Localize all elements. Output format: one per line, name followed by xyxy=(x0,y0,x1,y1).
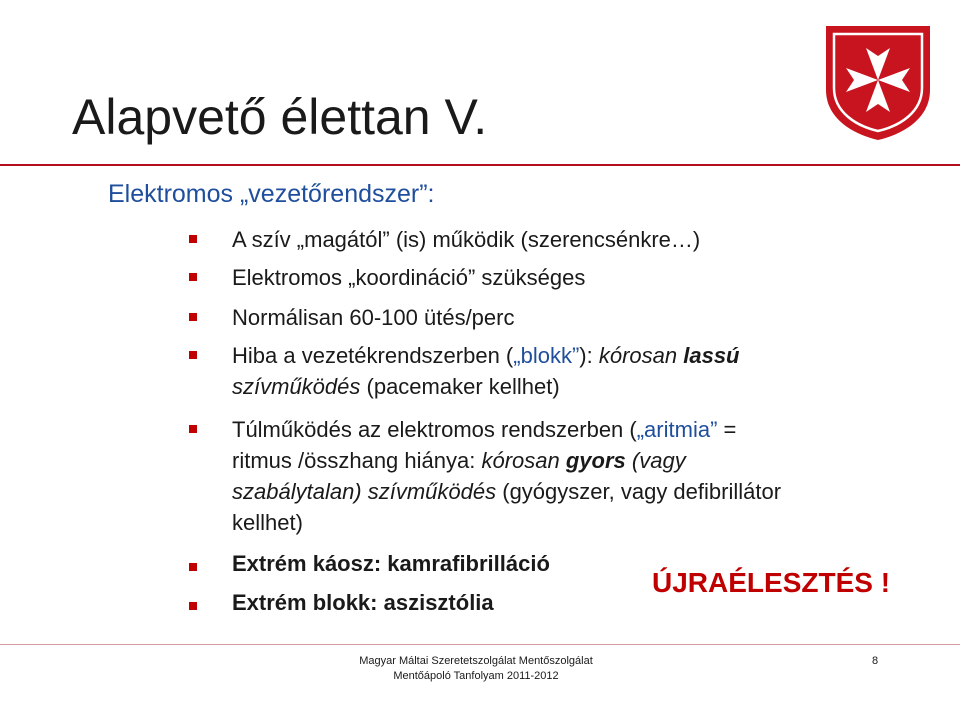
page-title: Alapvető élettan V. xyxy=(72,89,488,145)
footer xyxy=(326,654,626,684)
emphasis-text: lassú xyxy=(683,343,740,368)
footer-course: Mentőápoló Tanfolyam 2011-2012 xyxy=(393,670,559,682)
list-item-text: Túlműködés az elektromos rendszerben ( xyxy=(232,417,637,442)
list-item-text: A szív „magától” (is) működik (szerencsénkre…) xyxy=(232,227,701,252)
list-item-text: Extrém káosz: kamrafibrilláció xyxy=(232,551,550,576)
square-bullet-icon xyxy=(189,313,197,321)
footer-organization: Magyar Máltai Szeretetszolgálat Mentőszolgálat xyxy=(359,655,593,667)
list-item-text: (gyógyszer, vagy defibrillátor xyxy=(496,479,782,504)
list-item xyxy=(232,224,700,255)
list-item-text: szívműködés xyxy=(232,374,361,399)
list-item-text: Normálisan 60-100 ütés/perc xyxy=(232,305,515,330)
list-item-text: ): xyxy=(579,343,599,368)
list-item-text: Extrém blokk: aszisztólia xyxy=(232,590,494,615)
list-item xyxy=(232,340,740,402)
emphasis-text: gyors xyxy=(565,448,626,473)
square-bullet-icon xyxy=(189,563,197,571)
square-bullet-icon xyxy=(189,351,197,359)
square-bullet-icon xyxy=(189,235,197,243)
list-item-text: szabálytalan) szívműködés xyxy=(232,479,497,504)
square-bullet-icon xyxy=(189,602,197,610)
maltese-cross-shield-icon xyxy=(822,22,934,142)
list-item-text: kellhet) xyxy=(232,510,303,535)
list-item-text: kórosan xyxy=(481,448,566,473)
list-item-text: (vagy xyxy=(625,448,686,473)
section-heading: Elektromos „vezetőrendszer”: xyxy=(108,180,435,208)
resuscitation-callout: ÚJRAÉLESZTÉS ! xyxy=(652,567,891,598)
list-item-text: (pacemaker kellhet) xyxy=(360,374,560,399)
footer-divider xyxy=(0,644,960,645)
list-item xyxy=(232,262,585,293)
square-bullet-icon xyxy=(189,425,197,433)
list-item-text: Hiba a vezetékrendszerben ( xyxy=(232,343,514,368)
list-item-text: ritmus /összhang hiánya: xyxy=(232,448,482,473)
list-item xyxy=(232,302,514,333)
list-item xyxy=(232,548,550,579)
list-item xyxy=(232,414,781,538)
term-aritmia: „aritmia” xyxy=(636,417,718,442)
page-number: 8 xyxy=(872,655,879,667)
list-item-text: Elektromos „koordináció” szükséges xyxy=(232,265,586,290)
term-blokk: „blokk” xyxy=(513,343,580,368)
title-divider xyxy=(0,164,960,166)
square-bullet-icon xyxy=(189,273,197,281)
list-item-text: = xyxy=(717,417,737,442)
list-item xyxy=(232,587,494,618)
list-item-text: kórosan xyxy=(598,343,684,368)
